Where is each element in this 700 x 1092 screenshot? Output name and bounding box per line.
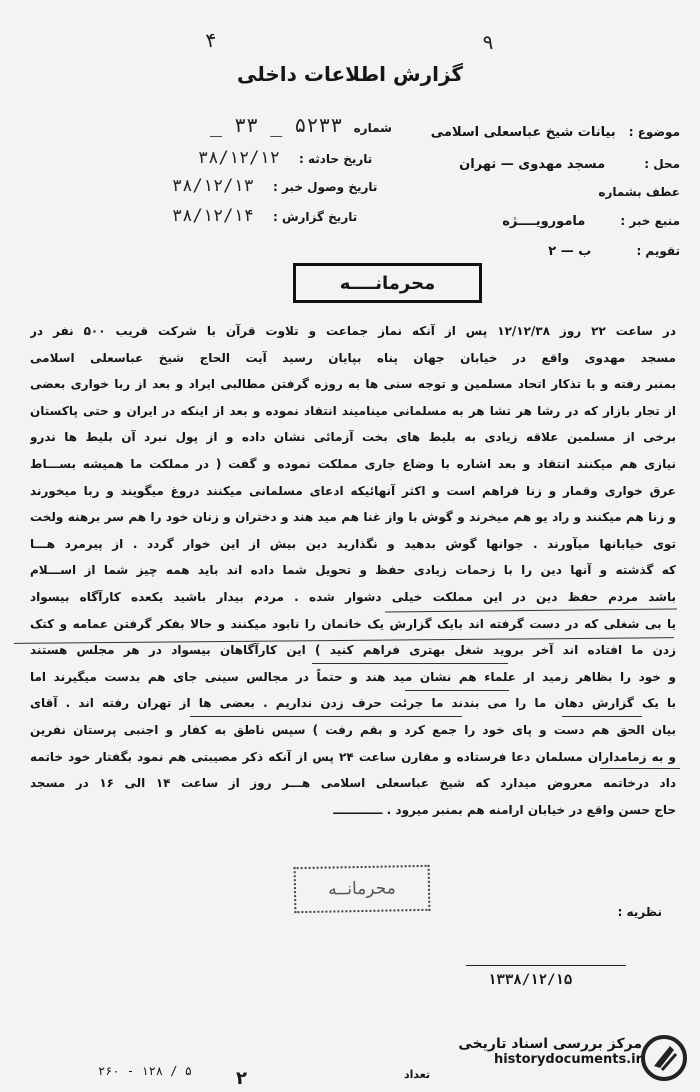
field-number — [210, 113, 392, 137]
field-place — [459, 153, 680, 172]
confidential-stamp-faded-text: محرمانــه — [328, 878, 396, 900]
body-line: باشد مردم حفظ دین در این مملکت خیلی دشوار شده . مردم بیدار باشید یکعده کارآگاه بیسواد — [30, 589, 676, 604]
signature-line — [466, 965, 626, 966]
body-line: که گذشته و آنها دین را با زحمات زیادی حفظ و تحویل شما داده اند باید همه چیز شما از اســـلام — [30, 563, 676, 578]
body-line: از تجار بازار که در رشا هر تشا هر به مسلمانی مینامیند انتقاد نموده و بعد از اینکه در ایران و حتی پاکستان — [30, 403, 676, 418]
underline-mark — [405, 690, 509, 691]
body-line: و خود را بظاهر زمید ار علماء هم نشان مید هند و حتماً در مجالس سینی جای هم بدست میگیرند اما — [30, 669, 676, 684]
received-date-value: ۳۸/۱۲/۱۳ — [172, 176, 254, 196]
rating-value: ب — ۲ — [548, 244, 592, 259]
source-label: منبع خبر : — [620, 214, 680, 228]
received-date-label: تاریخ وصول خبر : — [272, 180, 378, 194]
report-title: گزارش اطلاعات داخلی — [236, 62, 464, 86]
footer-code: ۲۶۰ - ۱۲۸ / ۵ — [98, 1064, 192, 1078]
report-body — [30, 318, 676, 823]
archive-title: مرکز بررسی اسناد تاریخی — [458, 1036, 642, 1052]
confidential-stamp-text: محرمانــــه — [339, 272, 436, 294]
count-label: تعداد — [404, 1068, 431, 1081]
rating-label: تقویم : — [636, 244, 680, 258]
underline-mark — [562, 716, 642, 717]
archive-watermark — [458, 1036, 642, 1067]
field-ref — [598, 181, 680, 200]
source-value: مامورویــــژه — [502, 214, 586, 229]
body-line: توی خیابانها میآورند . جوانها گوش بدهید و نگذارید دین بیش از این خوار گردد . از پیرمرد هـــا — [30, 536, 676, 551]
page-number: ۲ — [236, 1068, 247, 1089]
ref-label: عطف بشماره — [598, 185, 680, 199]
archive-logo-icon — [640, 1034, 688, 1082]
body-line: و زنا هم میکنند و راد یو هم میخرند و گوش با واز غنا هم مید هند و دختران و زنان خود را هم سر برهنه ولخت — [30, 510, 676, 525]
signature-date: ۱۳۳۸/۱۲/۱۵ — [488, 972, 573, 988]
body-line: نیازی هم میکنند انتقاد و بعد اشاره با وضاع جاری مملکت نموده و گفت ( در مملکت ما همیشه بســـاط — [30, 456, 676, 471]
underline-mark — [190, 716, 462, 717]
field-incident-date — [198, 148, 372, 168]
incident-date-value: ۳۸/۱۲/۱۲ — [198, 148, 280, 168]
number-value: ۵۲۳۳ _ ۳۳ _ — [210, 113, 343, 137]
field-subject — [431, 121, 680, 140]
handwritten-mark-left: ۴ — [203, 27, 219, 53]
body-line: داد درخاتمه معروض میدارد که شیخ عباسعلی اسلامی هـــر روز از ساعت ۱۴ الی ۱۶ در مسجد — [30, 776, 676, 791]
opinion-label: نظریه : — [617, 905, 662, 919]
handwritten-mark-center: ۹ — [482, 30, 495, 54]
body-line: و به زمامداران مسلمان دعا فرستاده و مقارن ساعت ۲۴ پس از آنکه ذکر مصیبتی هم نمود بگفتار خود خاتمه — [30, 749, 676, 764]
body-line: با یک گزارش دهان ما را می بندند ما جرئت حرف زدن نداریم . بعضی ها از تهران رفته اند . آقای — [30, 696, 676, 711]
body-line: برخی از مسلمین علاقه زیادی به بلیط های بخت آزمائی نشان داده و از پول نبرد آن بلیط ها ندرو — [30, 430, 676, 445]
place-value: مسجد مهدوی — تهران — [459, 157, 606, 172]
incident-date-label: تاریخ حادثه : — [298, 152, 373, 166]
field-rating — [548, 240, 680, 259]
number-label: شماره — [353, 121, 392, 135]
report-date-label: تاریخ گزارش : — [272, 210, 358, 224]
body-line: در ساعت ۲۲ روز ۱۲/۱۲/۳۸ پس از آنکه نماز جماعت و تلاوت قرآن با شرکت قریب ۵۰۰ نفر در — [30, 324, 676, 338]
body-line: زدن ما افتاده اند آخر بروید شغل بهتری فراهم کنید ) این کارآگاهان بیسواد در هر مجلس هستند — [30, 643, 676, 658]
body-line: بیان الحق هم دست و پای خود را جمع کرد و بقم رفت ) سپس ناطق به کفار و اجنبی پرستان نفرین — [30, 722, 676, 737]
body-line: مسجد مهدوی واقع در خیابان جهان پناه بپایان رسید آیت الحاج شیخ عباسعلی اسلامی — [30, 350, 676, 365]
body-line: یا بی شغلی که در دست گرفته اند بایک گزارش یک خانمان را نابود میکنند و حالا بفکر گرفتن عمامه و کتک — [30, 616, 676, 631]
confidential-stamp — [293, 263, 482, 303]
underline-mark — [312, 663, 508, 664]
field-report-date — [172, 206, 357, 226]
place-label: محل : — [644, 157, 680, 171]
body-line: بمنبر رفته و با تذکار اتحاد مسلمین و توجه سنی ها به روزه گرفتن مطالبی ایراد و بعد از ربا خواری بعضی — [30, 377, 676, 392]
archive-url: historydocuments.ir — [493, 1052, 642, 1067]
subject-label: موضوع : — [628, 125, 680, 139]
report-date-value: ۳۸/۱۲/۱۴ — [172, 206, 254, 226]
body-line: حاج حسن واقع در خیابان ارامنه هم بمنبر میرود . ــــــــــــ — [333, 802, 676, 817]
field-received-date — [172, 176, 377, 196]
underline-mark — [600, 768, 680, 769]
body-line: عرق خواری وقمار و زنا فراهم است و اکثر آنهائیکه ادعای مسلمانی میکنند دروغ میگویند و ربا میخورند — [30, 483, 676, 498]
subject-value: بیانات شیخ عباسعلی اسلامی — [430, 125, 616, 140]
field-source — [502, 210, 680, 229]
confidential-stamp-faded — [294, 865, 431, 913]
